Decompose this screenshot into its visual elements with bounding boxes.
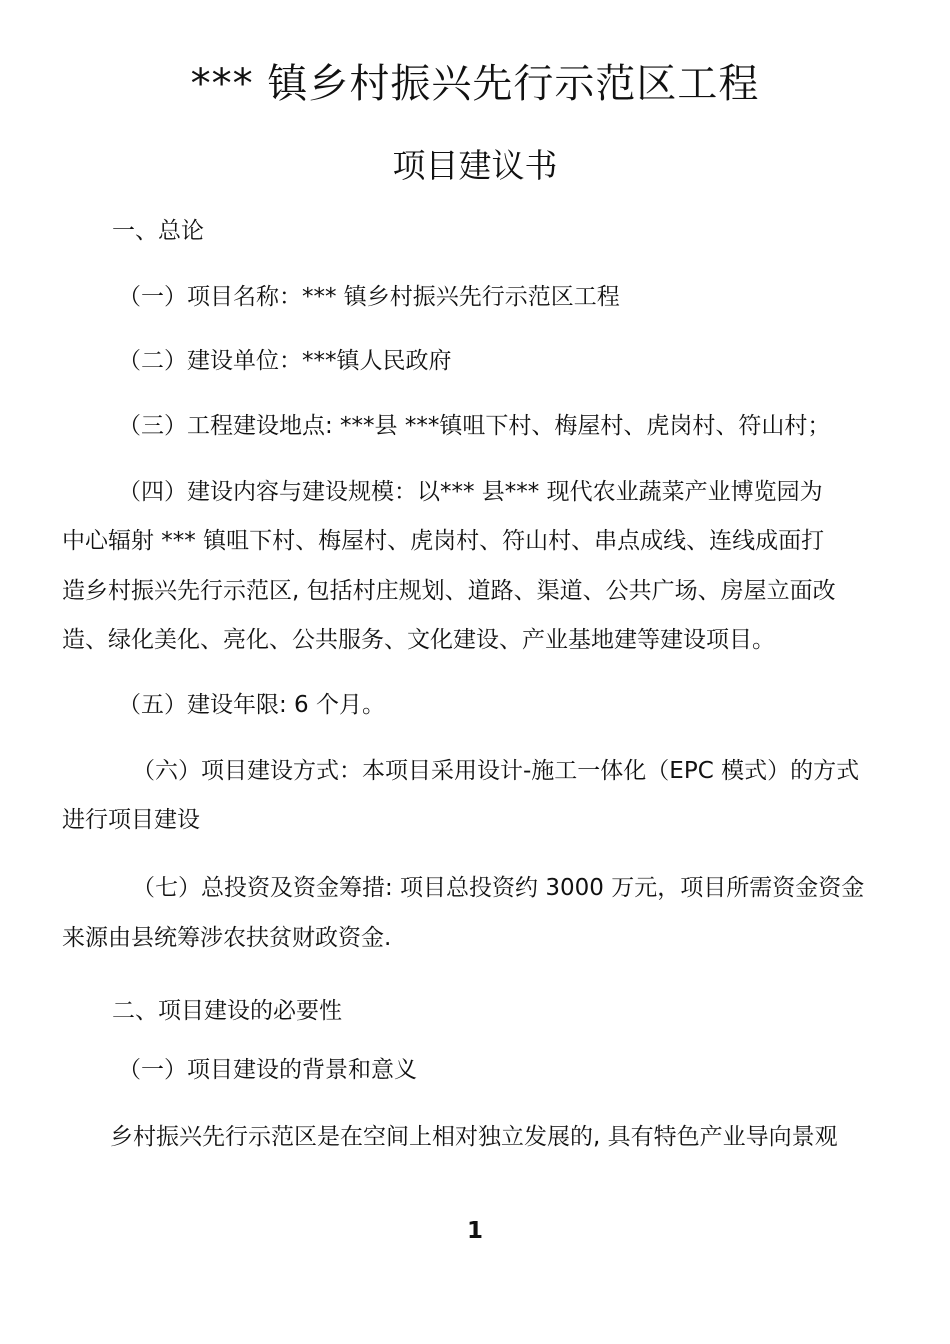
item-content-scale-line2: 中心辐射 *** 镇咀下村、梅屋村、虎岗村、符山村、串点成线、连线成面打 bbox=[62, 528, 825, 554]
item-content-scale-line3: 造乡村振兴先行示范区, 包括村庄规划、道路、渠道、公共广场、房屋立面改 bbox=[62, 578, 836, 604]
section-heading-necessity: 二、项目建设的必要性 bbox=[112, 998, 342, 1024]
item-investment-line1: （七）总投资及资金筹措: 项目总投资约 3000 万元，项目所需资金资金 bbox=[132, 875, 865, 901]
body-paragraph: 乡村振兴先行示范区是在空间上相对独立发展的, 具有特色产业导向景观 bbox=[110, 1124, 838, 1150]
item-project-name: （一）项目名称：*** 镇乡村振兴先行示范区工程 bbox=[118, 284, 620, 310]
item-content-scale-line4: 造、绿化美化、亮化、公共服务、文化建设、产业基地建等建设项目。 bbox=[62, 627, 775, 653]
item-construction-period: （五）建设年限: 6 个月。 bbox=[118, 692, 386, 718]
item-content-scale-line1: （四）建设内容与建设规模：以*** 县*** 现代农业蔬菜产业博览园为 bbox=[118, 479, 823, 505]
item-investment-line2: 来源由县统筹涉农扶贫财政资金. bbox=[62, 925, 392, 951]
item-construction-method-line2: 进行项目建设 bbox=[62, 807, 200, 833]
document-title: *** 镇乡村振兴先行示范区工程 bbox=[190, 61, 760, 107]
subheading-background: （一）项目建设的背景和意义 bbox=[118, 1057, 417, 1083]
section-heading-general: 一、总论 bbox=[112, 218, 204, 244]
item-construction-location: （三）工程建设地点: ***县 ***镇咀下村、梅屋村、虎岗村、符山村； bbox=[118, 413, 831, 439]
page-number: 1 bbox=[466, 1218, 483, 1244]
item-construction-unit: （二）建设单位：***镇人民政府 bbox=[118, 348, 452, 374]
document-subtitle: 项目建议书 bbox=[392, 146, 558, 185]
item-construction-method-line1: （六）项目建设方式：本项目采用设计-施工一体化（EPC 模式）的方式 bbox=[132, 758, 860, 784]
